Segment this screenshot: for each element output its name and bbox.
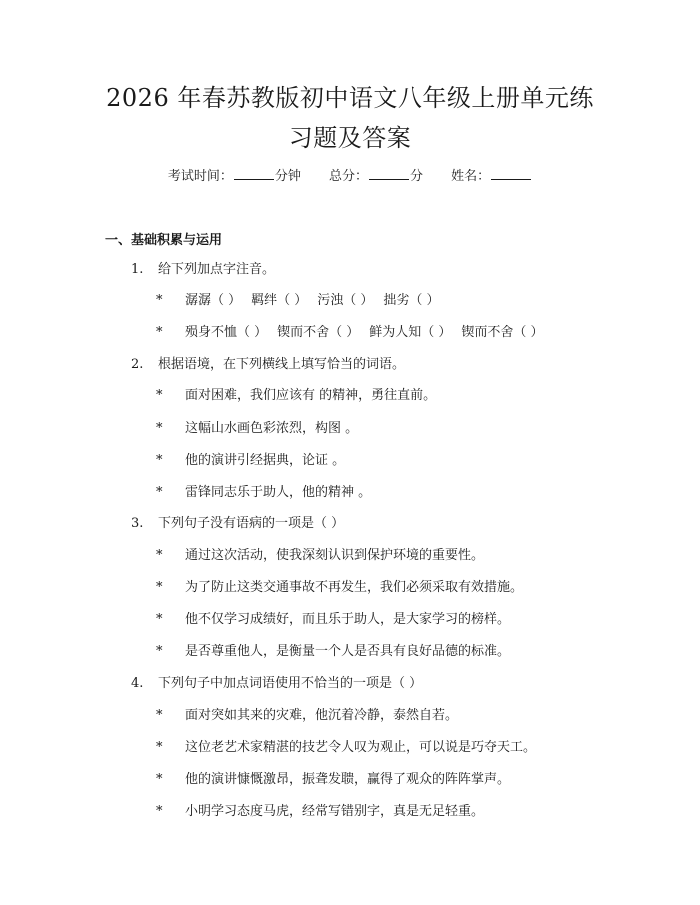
title-line-1: 2026 年春苏教版初中语文八年级上册单元练 bbox=[106, 84, 594, 112]
bullet-item: * 这幅山水画色彩浓烈，构图 。 bbox=[156, 419, 358, 439]
bullet-item: * 他的演讲慷慨激昂，振聋发聩，赢得了观众的阵阵掌声。 bbox=[156, 770, 510, 790]
bullet-item: * 小明学习态度马虎，经常写错别字，真是无足轻重。 bbox=[156, 802, 484, 822]
bullet-marker: * bbox=[156, 485, 163, 500]
bullet-marker: * bbox=[156, 772, 163, 787]
exam-score: 总分： 分 bbox=[328, 169, 424, 184]
bullet-item: * 这位老艺术家精湛的技艺令人叹为观止，可以说是巧夺天工。 bbox=[156, 738, 536, 758]
bullet-marker: * bbox=[156, 548, 163, 563]
question-2: 2. 根据语境，在下列横线上填写恰当的词语。 bbox=[131, 357, 406, 372]
bullet-marker: * bbox=[156, 325, 163, 340]
score-blank bbox=[369, 167, 409, 180]
name-blank bbox=[491, 167, 531, 180]
question-3: 3. 下列句子没有语病的一项是（ ） bbox=[131, 516, 345, 531]
bullet-marker: * bbox=[156, 293, 163, 308]
bullet-marker: * bbox=[156, 612, 163, 627]
bullet-item: * 他不仅学习成绩好，而且乐于助人，是大家学习的榜样。 bbox=[156, 610, 510, 630]
question-1: 1. 给下列加点字注音。 bbox=[131, 262, 276, 277]
bullet-item: * 为了防止这类交通事故不再发生，我们必须采取有效措施。 bbox=[156, 578, 523, 598]
section-title: 一、基础积累与运用 bbox=[105, 233, 223, 248]
title-line-2: 习题及答案 bbox=[288, 124, 412, 152]
bullet-item: * 通过这次活动，使我深刻认识到保护环境的重要性。 bbox=[156, 546, 484, 566]
bullet-item: * 面对困难，我们应该有 的精神，勇往直前。 bbox=[156, 386, 436, 406]
bullet-item: * 殒身不恤（ ） 锲而不舍（ ） 鲜为人知（ ） 锲而不舍（ ） bbox=[156, 323, 554, 343]
bullet-marker: * bbox=[156, 453, 163, 468]
bullet-marker: * bbox=[156, 740, 163, 755]
bullet-marker: * bbox=[156, 421, 163, 436]
bullet-marker: * bbox=[156, 388, 163, 403]
exam-name: 姓名： bbox=[451, 169, 532, 184]
bullet-marker: * bbox=[156, 644, 163, 659]
exam-time: 考试时间： 分钟 bbox=[167, 169, 301, 184]
question-4: 4. 下列句子中加点词语使用不恰当的一项是（ ） bbox=[131, 676, 423, 691]
bullet-item: * 潺潺（ ） 羁绊（ ） 污浊（ ） 拙劣（ ） bbox=[156, 291, 450, 311]
time-blank bbox=[234, 167, 274, 180]
bullet-item: * 面对突如其来的灾难，他沉着冷静，泰然自若。 bbox=[156, 706, 458, 726]
bullet-item: * 他的演讲引经据典，论证 。 bbox=[156, 451, 345, 471]
bullet-marker: * bbox=[156, 580, 163, 595]
bullet-marker: * bbox=[156, 708, 163, 723]
bullet-marker: * bbox=[156, 804, 163, 819]
bullet-item: * 雷锋同志乐于助人，他的精神 。 bbox=[156, 483, 371, 503]
bullet-item: * 是否尊重他人，是衡量一个人是否具有良好品德的标准。 bbox=[156, 642, 510, 662]
exam-info bbox=[0, 167, 700, 187]
document-title bbox=[60, 78, 640, 158]
